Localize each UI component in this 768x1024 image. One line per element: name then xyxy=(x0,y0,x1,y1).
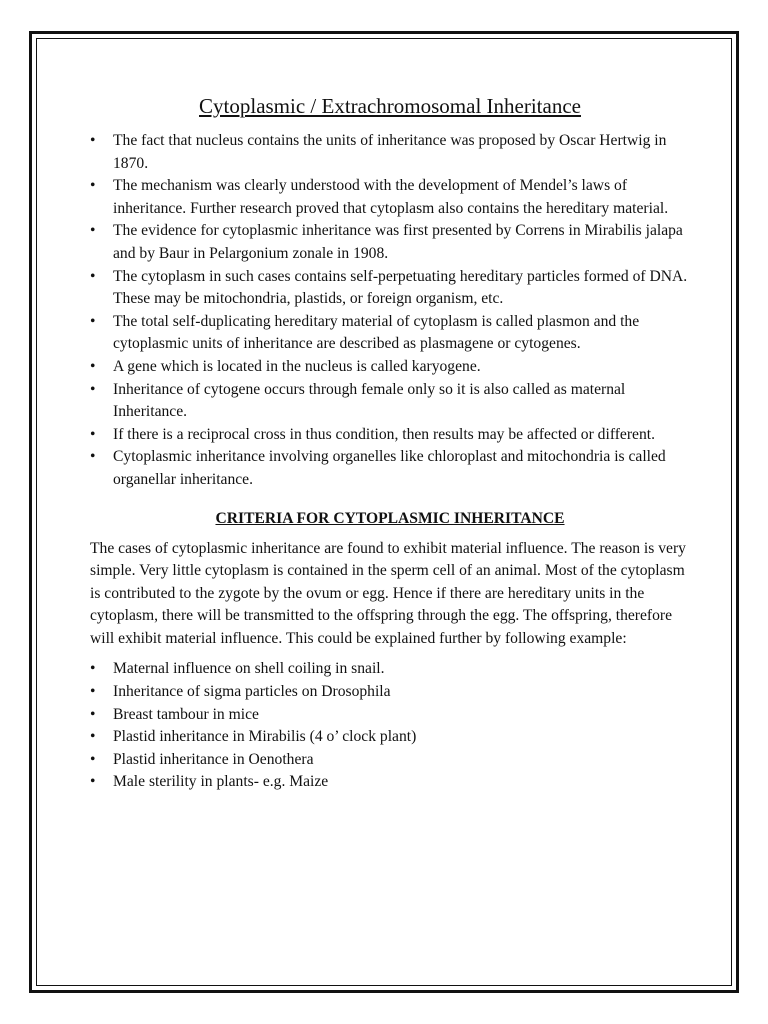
bullet-icon: • xyxy=(90,773,96,791)
list-item: • Cytoplasmic inheritance involving organelles like chloroplast and mitochondria is called organellar inheritance. xyxy=(90,448,666,488)
bullet-icon: • xyxy=(90,267,96,285)
list-item: • The mechanism was clearly understood with the development of Mendel’s laws of inheritance. Further research proved that cytoplasm also contains the hereditary material. xyxy=(90,177,669,217)
bullet-icon: • xyxy=(90,380,96,398)
criteria-heading: CRITERIA FOR CYTOPLASMIC INHERITANCE xyxy=(215,509,565,527)
bullet-icon: • xyxy=(90,312,96,330)
bullet-icon: • xyxy=(90,357,96,375)
bullet-icon: • xyxy=(90,683,96,701)
list-item: • Maternal influence on shell coiling in snail. xyxy=(90,658,690,681)
bullet-icon: • xyxy=(90,448,96,466)
page-title: Cytoplasmic / Extrachromosomal Inheritance xyxy=(199,94,581,118)
list-item: • Inheritance of cytogene occurs through female only so it is also called as maternal Inheritance. xyxy=(90,380,626,421)
examples-list xyxy=(90,658,690,794)
bullet-icon: • xyxy=(90,660,96,678)
list-item: • The fact that nucleus contains the units of inheritance was proposed by Oscar Hertwig in 1870. xyxy=(90,132,667,172)
bullet-icon: • xyxy=(90,222,96,240)
document-content xyxy=(90,92,690,794)
list-item: • If there is a reciprocal cross in thus condition, then results may be affected or different. xyxy=(90,424,690,447)
bullet-icon: • xyxy=(90,750,96,768)
list-item: • Plastid inheritance in Mirabilis (4 o’ clock plant) xyxy=(90,726,690,749)
criteria-paragraph: The cases of cytoplasmic inheritance are found to exhibit material influence. The reason is very simple. Very little cytoplasm is contained in the sperm cell of an animal. Most of the cytoplasm is contributed to the zygote by the ovum or egg. Hence if there are hereditary units in the cytoplasm, there will be transmitted to the offspring through the egg. The offspring, therefore will exhibit material influence. This could be explained further by following example: xyxy=(90,539,686,647)
list-item: • The total self-duplicating hereditary material of cytoplasm is called plasmon and the cytoplasmic units of inheritance are described as plasmagene or cytogenes. xyxy=(90,312,640,353)
bullet-icon: • xyxy=(90,705,96,723)
list-item: • A gene which is located in the nucleus is called karyogene. xyxy=(90,356,690,379)
points-list xyxy=(90,130,690,492)
list-item: • Male sterility in plants- e.g. Maize xyxy=(90,771,690,794)
list-item: • Breast tambour in mice xyxy=(90,704,690,727)
list-item: • The cytoplasm in such cases contains self-perpetuating hereditary particles formed of DNA. These may be mitochondria, plastids, or foreign organism, etc. xyxy=(90,267,688,308)
bullet-icon: • xyxy=(90,425,96,443)
bullet-icon: • xyxy=(90,728,96,746)
list-item: • The evidence for cytoplasmic inheritance was first presented by Correns in Mirabilis jalapa and by Baur in Pelargonium zonale in 1908. xyxy=(90,222,683,262)
bullet-icon: • xyxy=(90,132,96,149)
bullet-icon: • xyxy=(90,177,96,195)
list-item: • Inheritance of sigma particles on Drosophila xyxy=(90,681,690,704)
list-item: • Plastid inheritance in Oenothera xyxy=(90,749,690,772)
